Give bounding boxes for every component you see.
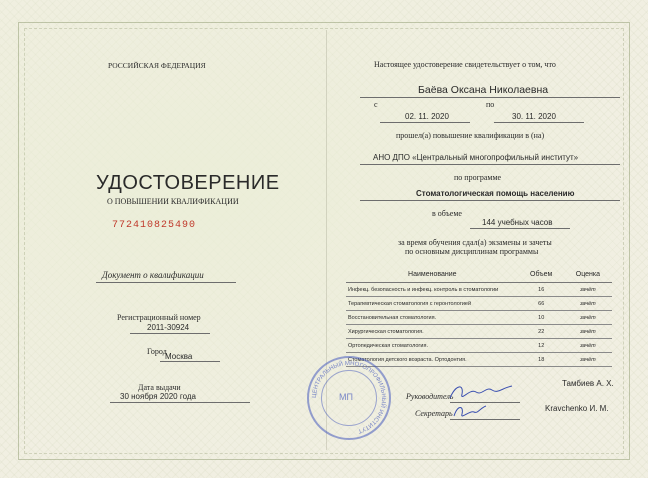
course-hours: 12 [519, 339, 564, 353]
header-name: Наименование [346, 266, 519, 283]
certificate-number: 772410825490 [112, 220, 197, 231]
from-line [380, 122, 470, 123]
issue-date-label: Дата выдачи [138, 383, 181, 392]
courses-table [346, 266, 612, 367]
issue-date: 30 ноября 2020 года [120, 392, 196, 401]
table-header-row [346, 266, 612, 283]
course-name: Восстановительная стоматология. [346, 311, 519, 325]
course-grade: зачёт [564, 311, 612, 325]
course-hours: 10 [519, 311, 564, 325]
course-grade: зачёт [564, 325, 612, 339]
course-grade: зачёт [564, 353, 612, 367]
course-name: Терапевтическая стоматология с геронтологией [346, 297, 519, 311]
recipient-name: Баёва Оксана Николаевна [418, 84, 549, 96]
exam-line-2: по основным дисциплинам программы [405, 247, 539, 256]
city-line [160, 361, 220, 362]
volume-label: в объеме [432, 209, 462, 218]
secretary-name: Kravchenko И. М. [545, 404, 609, 413]
name-line [360, 97, 620, 98]
doc-type-line [96, 282, 236, 283]
table-row [346, 339, 612, 353]
program-name: Стоматологическая помощь населению [416, 189, 575, 198]
volume-hours: 144 учебных часов [482, 218, 553, 227]
city: Москва [165, 352, 193, 361]
document-subtitle: О ПОВЫШЕНИИ КВАЛИФИКАЦИИ [107, 197, 239, 206]
table-row [346, 297, 612, 311]
table-row [346, 325, 612, 339]
stamp-center: МП [339, 392, 353, 402]
course-hours: 16 [519, 283, 564, 297]
to-date: 30. 11. 2020 [512, 112, 556, 121]
document-type: Документ о квалификации [102, 270, 204, 280]
intro-text: Настоящее удостоверение свидетельствует о том, что [374, 60, 556, 69]
document-title: УДОСТОВЕРЕНИЕ [96, 172, 280, 194]
from-label: с [374, 100, 378, 109]
city-label: Город [147, 347, 167, 356]
program-line [360, 200, 620, 201]
secretary-signature-line [450, 419, 520, 420]
volume-line [470, 228, 570, 229]
stamp-text: ЦЕНТРАЛЬНЫЙ МНОГОПРОФИЛЬНЫЙ ИНСТИТУТ [311, 360, 387, 434]
course-name: Хирургическая стоматология. [346, 325, 519, 339]
passed-text: прошел(а) повышение квалификации в (на) [396, 131, 545, 140]
reg-number-line [130, 333, 210, 334]
course-grade: зачёт [564, 297, 612, 311]
institution-line [360, 164, 620, 165]
course-name: Инфекц. безопасность и инфекц. контроль в стоматологии [346, 283, 519, 297]
course-name: Стоматология детского возраста. Ортодонтия. [346, 353, 519, 367]
issue-date-line [110, 402, 250, 403]
header-grade: Оценка [564, 266, 612, 283]
course-grade: зачёт [564, 339, 612, 353]
course-hours: 66 [519, 297, 564, 311]
to-line [494, 122, 584, 123]
program-label: по программе [454, 173, 502, 182]
course-name: Ортопедическая стоматология. [346, 339, 519, 353]
table-row [346, 283, 612, 297]
course-hours: 22 [519, 325, 564, 339]
course-grade: зачёт [564, 283, 612, 297]
country-label: РОССИЙСКАЯ ФЕДЕРАЦИЯ [108, 61, 206, 70]
table-row [346, 311, 612, 325]
head-name: Тамбиев А. Х. [562, 379, 614, 388]
head-label: Руководитель [406, 392, 454, 401]
course-hours: 18 [519, 353, 564, 367]
institution: АНО ДПО «Центральный многопрофильный институт» [373, 153, 579, 162]
header-hours: Объем [519, 266, 564, 283]
from-date: 02. 11. 2020 [405, 112, 449, 121]
reg-number: 2011-30924 [147, 323, 190, 332]
to-label: по [486, 100, 495, 109]
secretary-label: Секретарь [415, 409, 453, 418]
exam-line-1: за время обучения сдал(а) экзамены и зачеты [398, 238, 552, 247]
reg-number-label: Регистрационный номер [117, 313, 201, 322]
